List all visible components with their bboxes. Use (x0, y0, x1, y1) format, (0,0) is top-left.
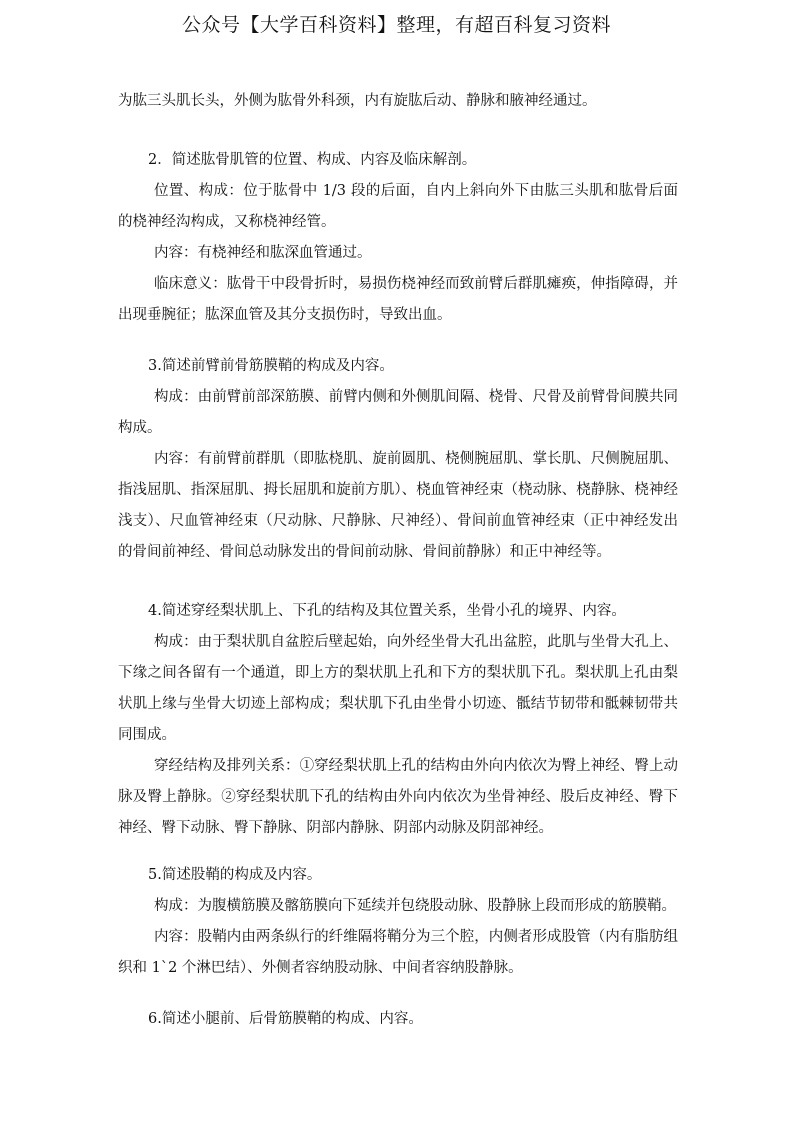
question-2: 2．简述肱骨肌管的位置、构成、内容及临床解剖。 (148, 152, 477, 168)
page-header: 公众号【大学百科资料】整理，有超百科复习资料 (181, 14, 611, 36)
question-5: 5.简述股鞘的构成及内容。 (148, 867, 322, 883)
paragraph-continuation: 为肱三头肌长头，外侧为肱骨外科颈，内有旋肱后动、静脉和腋神经通过。 (118, 93, 597, 109)
answer-5-content: 内容：股鞘内由两条纵行的纤维隔将鞘分为三个腔，内侧者形成股管（内有脂肪组织和 1`2 个淋巴结）、外侧者容纳股动脉、中间者容纳股静脉。 (118, 929, 678, 976)
answer-2-content: 内容：有桡神经和肱深血管通过。 (154, 245, 372, 261)
answer-2-clinical: 临床意义：肱骨干中段骨折时，易损伤桡神经而致前臂后群肌瘫痪，伸指障碍，并出现垂腕征；肱深血管及其分支损伤时，导致出血。 (118, 276, 678, 323)
answer-2-position: 位置、构成：位于肱骨中 1/3 段的后面，自内上斜向外下由肱三头肌和肱骨后面的桡神经沟构成，又称桡神经管。 (118, 183, 678, 230)
answer-5-structure: 构成：为腹横筋膜及髂筋膜向下延续并包绕股动脉、股静脉上段而形成的筋膜鞘。 (154, 898, 676, 914)
answer-3-structure: 构成：由前臂前部深筋膜、前臂内侧和外侧肌间隔、桡骨、尺骨及前臂骨间膜共同构成。 (118, 389, 678, 436)
answer-3-content: 内容：有前臂前群肌（即肱桡肌、旋前圆肌、桡侧腕屈肌、掌长肌、尺侧腕屈肌、指浅屈肌、指深屈肌、拇长屈肌和旋前方肌）、桡血管神经束（桡动脉、桡静脉、桡神经浅支）、尺血管神经束（尺动脉、尺静脉、尺神经）、骨间前血管神经束（正中神经发出的骨间前神经、骨间总动脉发出的骨间前动脉、骨间前静脉）和正中神经等。 (118, 451, 678, 560)
answer-4-structure: 构成：由于梨状肌自盆腔后壁起始，向外经坐骨大孔出盆腔，此肌与坐骨大孔上、下缘之间各留有一个通道，即上方的梨状肌上孔和下方的梨状肌下孔。梨状肌上孔由梨状肌上缘与坐骨大切迹上部构成；梨状肌下孔由坐骨小切迹、骶结节韧带和骶棘韧带共同围成。 (118, 634, 678, 743)
document-body (118, 86, 678, 1035)
question-6: 6.简述小腿前、后骨筋膜鞘的构成、内容。 (148, 1011, 423, 1027)
question-3: 3.简述前臂前骨筋膜鞘的构成及内容。 (148, 358, 394, 374)
answer-4-arrangement: 穿经结构及排列关系：①穿经梨状肌上孔的结构由外向内依次为臀上神经、臀上动脉及臀上静脉。②穿经梨状肌下孔的结构由外向内依次为坐骨神经、股后皮神经、臀下神经、臀下动脉、臀下静脉、阴部内静脉、阴部内动脉及阴部神经。 (118, 758, 678, 836)
question-4: 4.简述穿经梨状肌上、下孔的结构及其位置关系，坐骨小孔的境界、内容。 (148, 603, 626, 619)
